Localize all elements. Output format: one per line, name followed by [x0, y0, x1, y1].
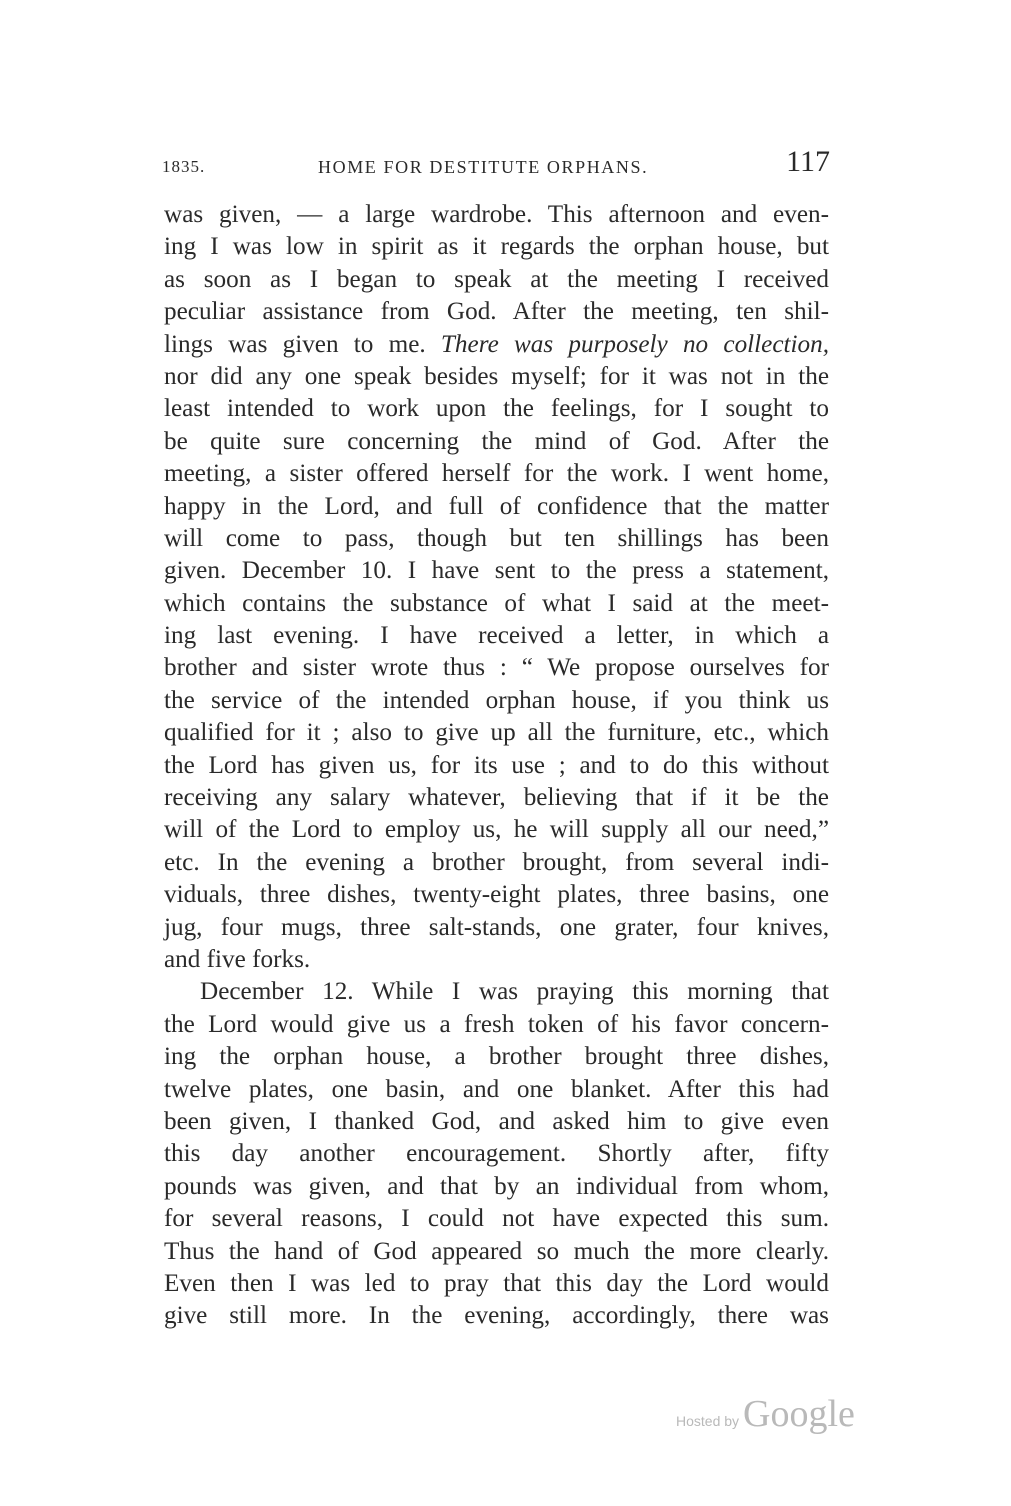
text-line: viduals, three dishes, twenty-eight plates, three basins, one — [164, 881, 829, 909]
text-line: pounds was given, and that by an individual from whom, — [164, 1172, 829, 1200]
header-year: 1835. — [162, 157, 206, 176]
text-line: ing the orphan house, a brother brought three dishes, — [164, 1043, 829, 1071]
text-line: brother and sister wrote thus : “ We propose ourselves for — [164, 654, 829, 682]
text-line-italic: There was purposely no collection, — [440, 330, 829, 358]
text-line: for several reasons, I could not have expected this sum. — [164, 1205, 829, 1233]
text-line: December 12. While I was praying this morning that — [200, 978, 829, 1006]
text-line: happy in the Lord, and full of confidence that the matter — [164, 492, 829, 520]
text-line: etc. In the evening a brother brought, from several indi- — [164, 848, 829, 876]
text-line: receiving any salary whatever, believing that if it be the — [164, 784, 829, 812]
text-line: given. December 10. I have sent to the press a statement, — [164, 557, 829, 585]
text-line: give still more. In the evening, accordingly, there was — [164, 1302, 829, 1330]
body-text — [164, 199, 829, 1333]
text-line: the Lord would give us a fresh token of his favor concern- — [164, 1010, 829, 1038]
running-head — [162, 145, 830, 185]
text-line: twelve plates, one basin, and one blanket. After this had — [164, 1075, 829, 1103]
header-title: HOME FOR DESTITUTE ORPHANS. — [318, 157, 649, 177]
watermark-prefix: Hosted by — [676, 1413, 740, 1429]
text-line: jug, four mugs, three salt-stands, one grater, four knives, — [164, 913, 829, 941]
text-line: this day another encouragement. Shortly after, fifty — [164, 1140, 829, 1168]
text-line: Thus the hand of God appeared so much the more clearly. — [164, 1237, 829, 1265]
page-number: 117 — [786, 145, 830, 178]
text-line-roman: lings was given to me. — [164, 330, 441, 358]
text-line: qualified for it ; also to give up all the furniture, etc., which — [164, 719, 829, 747]
text-line: as soon as I began to speak at the meeting I received — [164, 265, 829, 293]
text-line — [164, 329, 829, 361]
text-line: be quite sure concerning the mind of God. After the — [164, 427, 829, 455]
text-line: the Lord has given us, for its use ; and to do this without — [164, 751, 829, 779]
text-line: the service of the intended orphan house, if you think us — [164, 686, 829, 714]
text-line: will come to pass, though but ten shillings has been — [164, 524, 829, 552]
text-line: nor did any one speak besides myself; for it was not in the — [164, 362, 829, 390]
text-line: was given, — a large wardrobe. This afternoon and even- — [164, 201, 829, 228]
text-line: will of the Lord to employ us, he will supply all our need,” — [164, 816, 829, 844]
text-line: which contains the substance of what I said at the meet- — [164, 589, 829, 617]
hosted-by-google-watermark — [676, 1392, 855, 1436]
text-line: and five forks. — [164, 945, 311, 973]
text-line: ing I was low in spirit as it regards the orphan house, but — [164, 233, 829, 261]
text-line: meeting, a sister offered herself for the work. I went home, — [164, 460, 829, 488]
text-line: been given, I thanked God, and asked him to give even — [164, 1107, 829, 1135]
text-line: peculiar assistance from God. After the meeting, ten shil- — [164, 298, 829, 326]
text-line: Even then I was led to pray that this day the Lord would — [164, 1269, 829, 1297]
text-line: ing last evening. I have received a letter, in which a — [164, 622, 829, 650]
text-line: least intended to work upon the feelings, for I sought to — [164, 395, 829, 423]
google-logo: Google — [743, 1393, 855, 1435]
